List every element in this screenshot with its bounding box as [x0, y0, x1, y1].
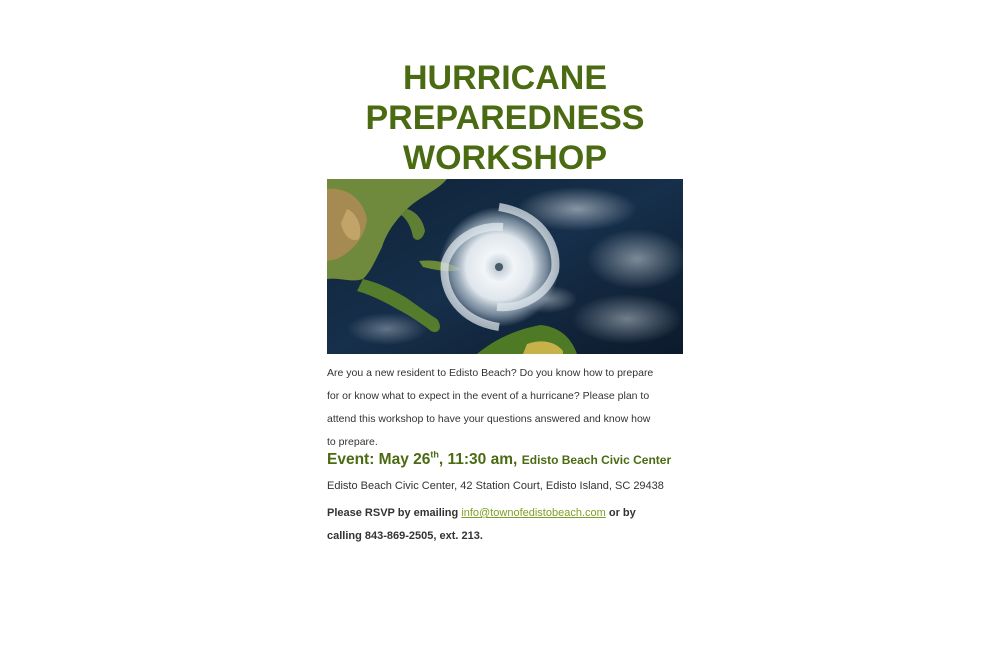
event-line [327, 451, 707, 469]
rsvp-email-link[interactable]: info@townofedistobeach.com [461, 507, 606, 519]
intro-line-1: Are you a new resident to Edisto Beach? Do you know how to prepare [327, 367, 654, 379]
title-line-3: WORKSHOP [403, 139, 607, 177]
satellite-hurricane-image [327, 179, 683, 354]
title-line-1: HURRICANE [403, 59, 607, 97]
rsvp-prefix: Please RSVP by emailing [327, 507, 462, 519]
flyer-title [327, 58, 683, 178]
intro-line-3: attend this workshop to have your questions answered and know how [327, 413, 651, 425]
event-date-suffix: th [430, 449, 439, 460]
event-date: Event: May 26 [327, 451, 431, 468]
intro-paragraph [327, 362, 687, 454]
rsvp-block [327, 502, 707, 548]
event-time: , 11:30 am, [438, 451, 518, 468]
event-venue: Edisto Beach Civic Center [521, 453, 672, 467]
rsvp-suffix: or by [605, 507, 636, 519]
rsvp-line-2: calling 843-869-2505, ext. 213. [327, 530, 483, 542]
intro-line-4: to prepare. [327, 436, 378, 448]
rsvp-line-1 [327, 502, 707, 525]
hurricane-satellite-svg [327, 179, 683, 354]
intro-line-2: for or know what to expect in the event of a hurricane? Please plan to [327, 390, 650, 402]
title-line-2: PREPAREDNESS [365, 99, 645, 137]
event-address: Edisto Beach Civic Center, 42 Station Court, Edisto Island, SC 29438 [327, 480, 664, 492]
